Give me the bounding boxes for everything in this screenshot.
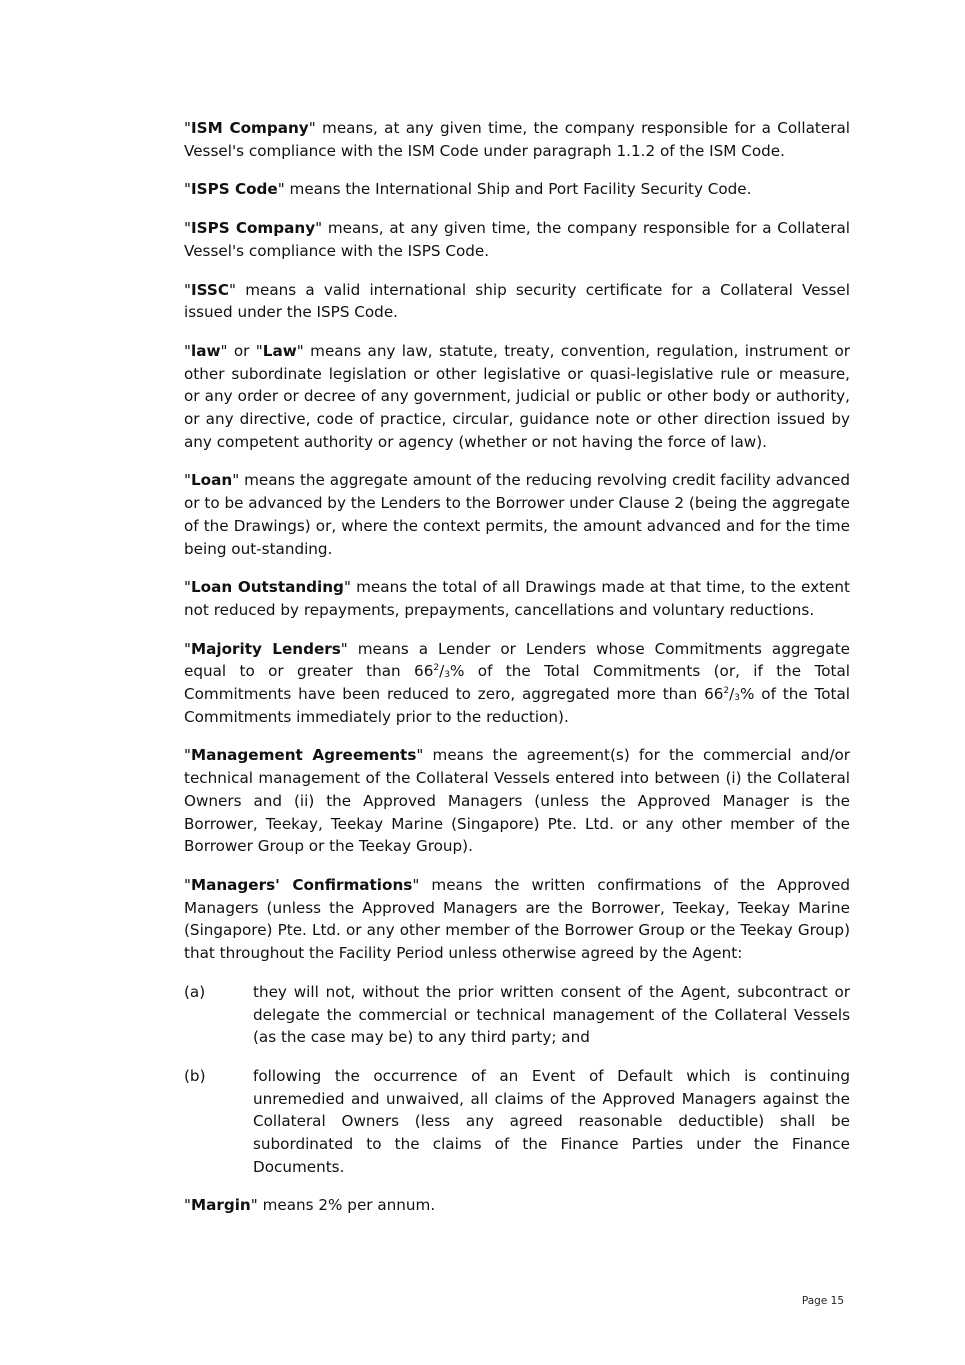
definition-loan-outstanding: "Loan Outstanding" means the total of all Drawings made at that time, to the extent not reduced by repayments, prepayments, cancellations and voluntary reductions.	[184, 578, 850, 619]
sub-item-text: they will not, without the prior written consent of the Agent, subcontract or delegate the commercial or technical management of the Collateral Vessels (as the case may be) to any third party; and	[253, 982, 850, 1047]
sub-item-label: (b)	[184, 1066, 206, 1085]
definition-majority-lenders: "Majority Lenders" means a Lender or Lenders whose Commitments aggregate equal to or greater than $66^2/_3\%$ of the Total Commitments (or, if the Total Commitments have been reduced to zero, aggregated more than $66^2/_3\%$ of the Total Commitments immediately prior to the reduction).	[184, 639, 851, 726]
sub-item-a	[184, 981, 850, 1049]
defined-term: Majority Lenders	[191, 639, 341, 658]
definition-text: means, at any given time, the company responsible for a Collateral Vessel's compliance with the ISM Code under paragraph 1.1.2 of the ISM Code.	[184, 119, 850, 160]
definition-connector: or	[227, 341, 256, 360]
definition-isps-company: "ISPS Company" means, at any given time, the company responsible for a Collateral Vessel's compliance with the ISPS Code.	[184, 219, 850, 260]
definition-loan: "Loan" means the aggregate amount of the reducing revolving credit facility advanced or to be advanced by the Lenders to the Borrower under Clause 2 (being the aggregate of the Drawings) or, where the context permits, the amount advanced and for the time being out-standing.	[184, 471, 850, 558]
definition-text: means any law, statute, treaty, convention, regulation, instrument or other subordinate legislation or other legislative or quasi-legislative rule or measure, or any order or decree of any government, judicial or public or other body or authority, or any directive, code of practice, circular, guidance note or other direction issued by any competent authority or agency (whether or not having the force of law).	[184, 341, 850, 451]
defined-term-alt: Law	[262, 341, 297, 360]
definition-law: "law" or "Law" means any law, statute, treaty, convention, regulation, instrument or other subordinate legislation or other legislative or quasi-legislative rule or measure, or any order or decree of any government, judicial or public or other body or authority, or any directive, code of practice, circular, guidance note or other direction issued by any competent authority or agency (whether or not having the force of law).	[184, 341, 850, 451]
definition-managers-confirmations: "Managers' Confirmations" means the written confirmations of the Approved Managers (unless the Approved Managers are the Borrower, Teekay, Teekay Marine (Singapore) Pte. Ltd. or any other member of the Borrower Group or the Teekay Group) that throughout the Facility Period unless otherwise agreed by the Agent:	[184, 875, 851, 963]
defined-term: ISPS Company	[191, 219, 316, 238]
definition-text: means the International Ship and Port Facility Security Code.	[284, 180, 752, 199]
definition-text: means the agreement(s) for the commercial and/or technical management of the Collateral Vessels entered into between (i) the Collateral Owners and (ii) the Approved Managers (unless the Approved Manager is the Borrower, Teekay, Teekay Marine (Singapore) Pte. Ltd. or any other member of the Borrower Group or the Teekay Group).	[184, 746, 851, 856]
fraction-slash: /	[439, 662, 445, 681]
definition-margin: "Margin" means 2% per annum.	[184, 1196, 436, 1215]
defined-term: Margin	[191, 1196, 251, 1215]
definition-ism-company: "ISM Company" means, at any given time, the company responsible for a Collateral Vessel's compliance with the ISM Code under paragraph 1.1.2 of the ISM Code.	[184, 119, 850, 160]
defined-term: Loan Outstanding	[191, 578, 344, 597]
page-body	[184, 117, 850, 1233]
fraction-numerator: 2	[723, 686, 730, 697]
definition-issc: "ISSC" means a valid international ship security certificate for a Collateral Vessel issued under the ISPS Code.	[184, 280, 850, 322]
fraction-slash: /	[729, 685, 735, 704]
definition-text: means 2% per annum.	[257, 1196, 436, 1215]
defined-term: law	[191, 341, 221, 360]
definition-management-agreements: "Management Agreements" means the agreement(s) for the commercial and/or technical management of the Collateral Vessels entered into between (i) the Collateral Owners and (ii) the Approved Managers (unless the Approved Manager is the Borrower, Teekay, Teekay Marine (Singapore) Pte. Ltd. or any other member of the Borrower Group or the Teekay Group).	[184, 746, 851, 856]
fraction-numerator: 2	[433, 663, 440, 674]
sub-item-b	[184, 1065, 850, 1179]
definition-text: means the written confirmations of the Approved Managers (unless the Approved Managers are the Borrower, Teekay, Teekay Marine (Singapore) Pte. Ltd. or any other member of the Borrower Group or the Teekay Group) that throughout the Facility Period unless otherwise agreed by the Agent:	[184, 875, 851, 963]
defined-term: Managers' Confirmations	[191, 875, 413, 894]
definition-text: means a valid international ship security certificate for a Collateral Vessel issued under the ISPS Code.	[184, 280, 850, 322]
definition-text: means the total of all Drawings made at that time, to the extent not reduced by repayments, prepayments, cancellations and voluntary reductions.	[184, 578, 850, 619]
defined-term: ISSC	[191, 280, 229, 299]
defined-term: Management Agreements	[191, 746, 417, 765]
page-number: Page 15	[801, 1295, 844, 1307]
defined-term: ISM Company	[191, 119, 309, 137]
defined-term: ISPS Code	[191, 180, 278, 199]
definition-text: % of the Total Commitments (or, if the Total Commitments have been reduced to zero, aggregated more than 66	[184, 662, 851, 704]
fraction-denominator: 3	[734, 693, 741, 704]
definition-isps-code: "ISPS Code" means the International Ship and Port Facility Security Code.	[184, 180, 752, 199]
sub-item-text: following the occurrence of an Event of Default which is continuing unremedied and unwaived, all claims of the Approved Managers against the Collateral Owners (less any agreed reasonable deductible) shall be subordinated to the claims of the Finance Parties under the Finance Documents.	[253, 1066, 850, 1176]
defined-term: Loan	[191, 471, 233, 490]
sub-item-label: (a)	[184, 982, 206, 1001]
definition-text: means, at any given time, the company responsible for a Collateral Vessel's compliance with the ISPS Code.	[184, 219, 850, 260]
definition-text: % of the Total Commitments immediately prior to the reduction).	[184, 685, 850, 726]
fraction-denominator: 3	[444, 670, 450, 681]
definition-text: means a Lender or Lenders whose Commitments aggregate equal to or greater than 66	[184, 639, 850, 681]
definition-text: means the aggregate amount of the reducing revolving credit facility advanced or to be advanced by the Lenders to the Borrower under Clause 2 (being the aggregate of the Drawings) or, where the context permits, the amount advanced and for the time being out-standing.	[184, 471, 850, 558]
